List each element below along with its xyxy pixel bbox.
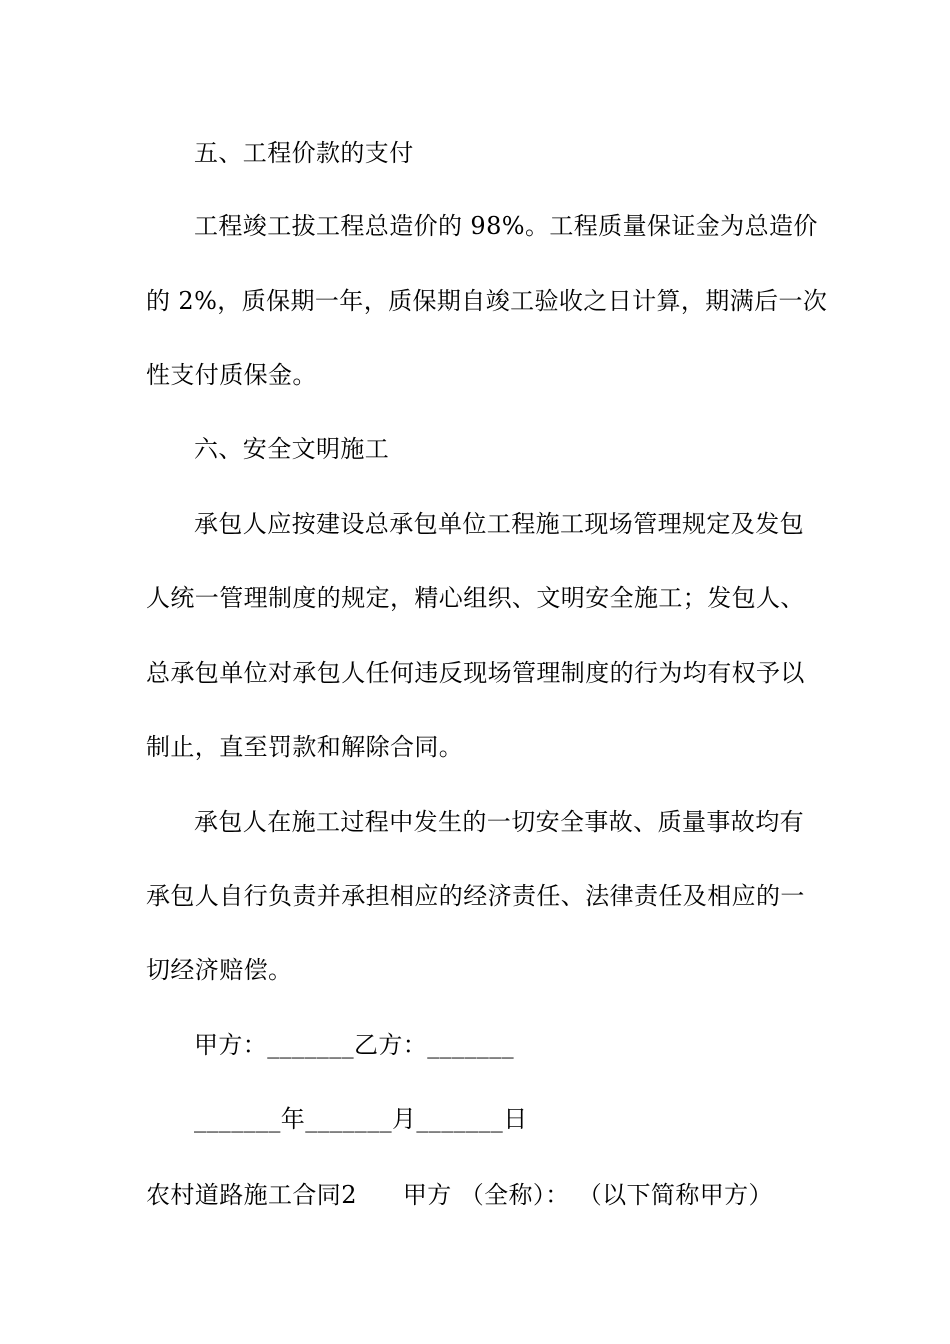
next-contract-title: 农村道路施工合同2 — [146, 1181, 357, 1209]
signature-date: _______年_______月_______日 — [194, 1105, 528, 1133]
section-6-para1-line-2: 人统一管理制度的规定，精心组织、文明安全施工；发包人、 — [146, 584, 805, 612]
section-6-para1-line-3: 总承包单位对承包人任何违反现场管理制度的行为均有权予以 — [146, 659, 805, 687]
section-5-line-3: 性支付质保金。 — [146, 361, 317, 389]
signature-parties: 甲方：_______乙方：_______ — [194, 1031, 514, 1059]
section-5-line-2: 的 2%，质保期一年，质保期自竣工验收之日计算，期满后一次 — [146, 287, 828, 315]
section-5-line-1: 工程竣工拔工程总造价的 98%。工程质量保证金为总造价 — [194, 212, 818, 240]
section-6-para1-line-4: 制止，直至罚款和解除合同。 — [146, 733, 464, 761]
section-6-para2-line-1: 承包人在施工过程中发生的一切安全事故、质量事故均有 — [194, 808, 804, 836]
section-5-heading: 五、工程价款的支付 — [194, 139, 414, 167]
next-contract-party-label: 甲方 （全称）： （以下简称甲方） — [402, 1181, 773, 1209]
section-6-para2-line-3: 切经济赔偿。 — [146, 956, 293, 984]
section-6-heading: 六、安全文明施工 — [194, 435, 390, 463]
next-contract-line — [146, 1180, 773, 1210]
section-6-para1-line-1: 承包人应按建设总承包单位工程施工现场管理规定及发包 — [194, 510, 804, 538]
section-6-para2-line-2: 承包人自行负责并承担相应的经济责任、法律责任及相应的一 — [146, 882, 805, 910]
